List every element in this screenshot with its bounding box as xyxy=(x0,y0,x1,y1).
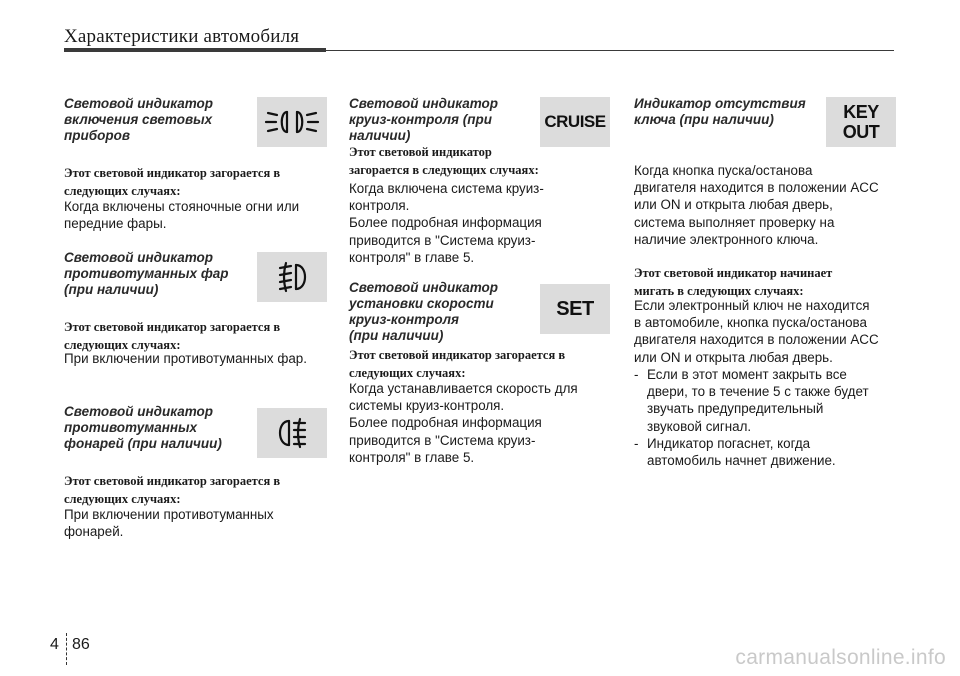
cruise-set-section-title: Световой индикатор установки скорости круиз-контроля (при наличии) xyxy=(349,280,499,343)
footer-divider xyxy=(66,633,67,665)
rear-fog-section-title: Световой индикатор противотуманных фонарей (при наличии) xyxy=(64,404,222,451)
cruise-set-description: Когда устанавливается скорость для системы круиз-контроля. Более подробная информация приводится в "Система круиз- контроля" в главе 5. xyxy=(349,381,578,465)
parking-lights-section-title: Световой индикатор включения световых приборов xyxy=(64,96,214,143)
rear-fog-description: При включении противотуманных фонарей. xyxy=(64,507,274,540)
watermark: carmanualsonline.info xyxy=(735,646,946,669)
header-rule-thin xyxy=(326,50,894,51)
key-out-description: Когда кнопка пуска/останова двигателя находится в положении ACC или ON и открыта любая дверь, система выполняет проверку на наличие электронного ключа. xyxy=(634,163,879,247)
cruise-condition: Этот световой индикатор загорается в следующих случаях: xyxy=(349,145,539,177)
cruise-description: Когда включена система круиз- контроля. Более подробная информация приводится в "Система круиз- контроля" в главе 5. xyxy=(349,181,544,265)
key-out-notes-list xyxy=(634,366,896,469)
rear-fog-light-indicator-icon xyxy=(257,408,327,458)
list-item: - Индикатор погаснет, когда автомобиль начнет движение. xyxy=(634,435,836,469)
front-fog-light-indicator-icon xyxy=(257,252,327,302)
parking-lights-description: Когда включены стояночные огни или передние фары. xyxy=(64,199,300,232)
key-out-section-title: Индикатор отсутствия ключа (при наличии) xyxy=(634,96,806,127)
cruise-section-title: Световой индикатор круиз-контроля (при наличии) xyxy=(349,96,499,143)
front-fog-condition: Этот световой индикатор загорается в следующих случаях: xyxy=(64,320,281,352)
rear-fog-condition: Этот световой индикатор загорается в следующих случаях: xyxy=(64,474,281,506)
key-out-blink-description: Если электронный ключ не находится в автомобиле, кнопка пуска/останова двигателя находится в положении ACC или ON и открыта любая дверь. xyxy=(634,298,879,365)
key-out-condition: Этот световой индикатор начинает мигать в следующих случаях: xyxy=(634,266,833,298)
list-item: - Если в этот момент закрыть все двери, то в течение 5 с также будет звучать предупредительный звуковой сигнал. xyxy=(634,367,869,434)
page-header-title: Характеристики автомобиля xyxy=(64,26,300,47)
key-out-indicator-icon: KEY OUT xyxy=(826,97,896,147)
cruise-indicator-icon: CRUISE xyxy=(540,97,610,147)
cruise-set-indicator-icon: SET xyxy=(540,284,610,334)
cruise-set-condition: Этот световой индикатор загорается в следующих случаях: xyxy=(349,348,566,380)
parking-lights-indicator-icon xyxy=(257,97,327,147)
front-fog-description: При включении противотуманных фар. xyxy=(64,351,307,366)
chapter-number: 4 xyxy=(50,636,59,653)
page-number: 86 xyxy=(72,636,90,653)
header-rule-thick xyxy=(64,48,326,52)
front-fog-section-title: Световой индикатор противотуманных фар (при наличии) xyxy=(64,250,229,297)
parking-lights-condition: Этот световой индикатор загорается в следующих случаях: xyxy=(64,166,281,198)
